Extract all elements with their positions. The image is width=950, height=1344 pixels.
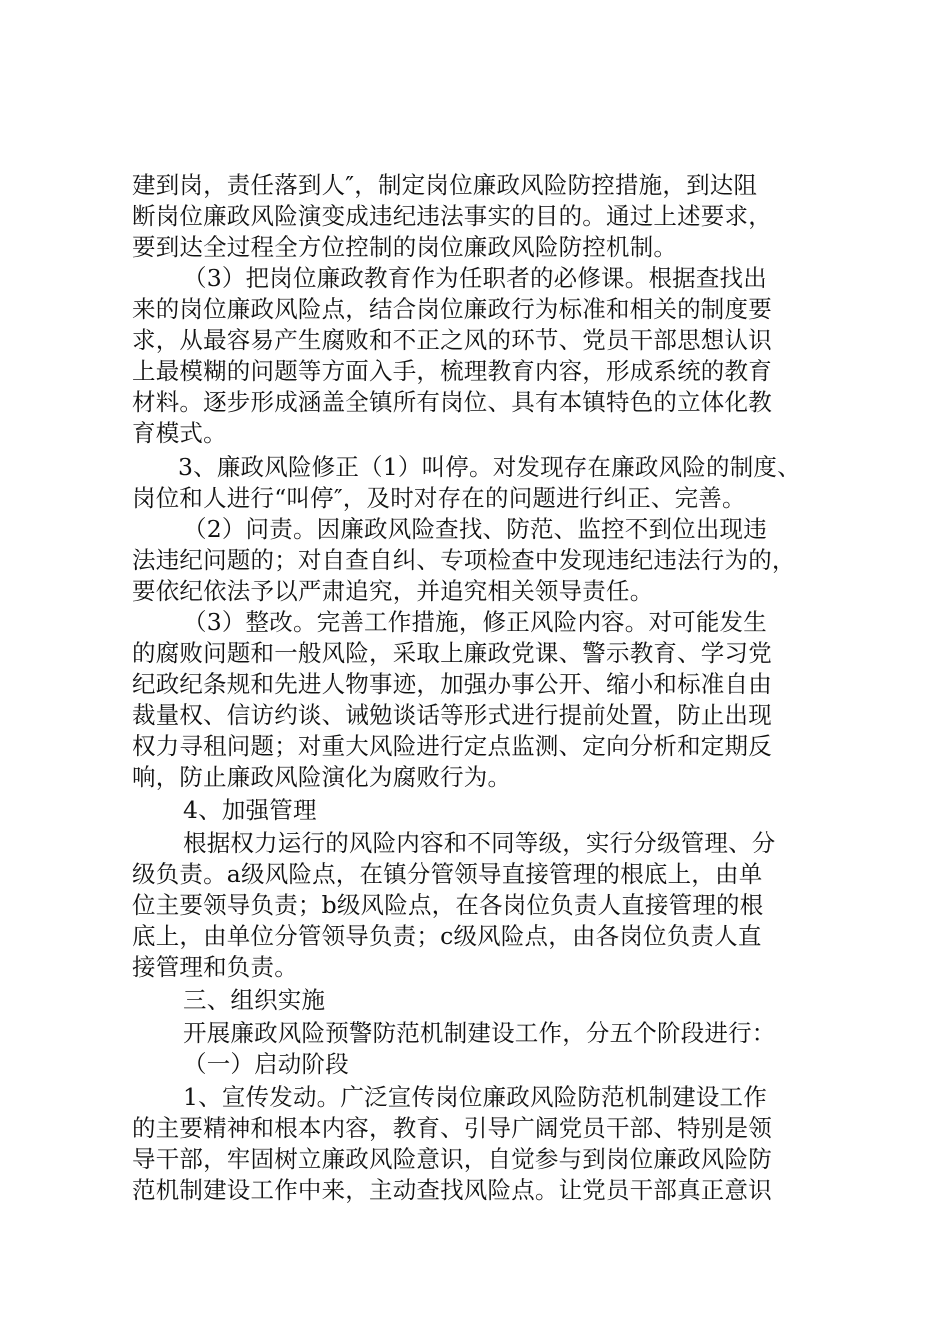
text-line: 纪政纪条规和先进人物事迹，加强办事公开、缩小和标准自由 <box>132 670 772 698</box>
text-line: 岗位和人进行“叫停″，及时对存在的问题进行纠正、完善。 <box>132 484 746 512</box>
text-line: 范机制建设工作中来，主动查找风险点。让党员干部真正意识 <box>132 1176 772 1204</box>
text-line: 材料。逐步形成涵盖全镇所有岗位、具有本镇特色的立体化教 <box>132 388 772 416</box>
text-line: 求，从最容易产生腐败和不正之风的环节、党员干部思想认识 <box>132 326 772 354</box>
text-line: 裁量权、信访约谈、诫勉谈话等形式进行提前处置，防止出现 <box>132 701 772 729</box>
text-line: （3）整改。完善工作措施，修正风险内容。对可能发生 <box>183 608 767 636</box>
text-line: 上最模糊的问题等方面入手，梳理教育内容，形成系统的教育 <box>132 357 772 385</box>
section-heading: 三、组织实施 <box>183 986 326 1014</box>
text-line: 育模式。 <box>132 419 227 447</box>
text-line: 断岗位廉政风险演变成违纪违法事实的目的。通过上述要求， <box>132 202 772 230</box>
text-line: 位主要领导负责；b级风险点，在各岗位负责人直接管理的根 <box>132 891 764 919</box>
text-line: 3、廉政风险修正（1）叫停。对发现存在廉政风险的制度、 <box>178 453 801 481</box>
text-line: 权力寻租问题；对重大风险进行定点监测、定向分析和定期反 <box>132 732 772 760</box>
text-line: （2）问责。因廉政风险查找、防范、监控不到位出现违 <box>183 515 767 543</box>
text-line: 建到岗，责任落到人″，制定岗位廉政风险防控措施，到达阻 <box>132 171 758 199</box>
text-line: 要到达全过程全方位控制的岗位廉政风险防控机制。 <box>132 233 678 261</box>
text-line: 级负责。a级风险点，在镇分管领导直接管理的根底上，由单 <box>132 860 763 888</box>
text-line: 接管理和负责。 <box>132 953 298 981</box>
text-line: 导干部，牢固树立廉政风险意识，自觉参与到岗位廉政风险防 <box>132 1145 772 1173</box>
text-line: 1、宣传发动。广泛宣传岗位廉政风险防范机制建设工作 <box>183 1083 767 1111</box>
text-line: 根据权力运行的风险内容和不同等级，实行分级管理、分 <box>183 829 776 857</box>
text-line: 的主要精神和根本内容，教育、引导广阔党员干部、特别是领 <box>132 1114 772 1142</box>
text-line: （3）把岗位廉政教育作为任职者的必修课。根据查找出 <box>183 264 767 292</box>
section-heading: （一）启动阶段 <box>183 1050 349 1078</box>
text-line: 法违纪问题的；对自查自纠、专项检查中发现违纪违法行为的， <box>132 546 796 574</box>
text-line: 的腐败问题和一般风险，采取上廉政党课、警示教育、学习党 <box>132 639 772 667</box>
text-line: 开展廉政风险预警防范机制建设工作，分五个阶段进行： <box>183 1019 776 1047</box>
text-line: 要依纪依法予以严肃追究，并追究相关领导责任。 <box>132 577 654 605</box>
text-line: 底上，由单位分管领导负责；c级风险点，由各岗位负责人直 <box>132 922 762 950</box>
text-line: 响，防止廉政风险演化为腐败行为。 <box>132 763 512 791</box>
text-line: 来的岗位廉政风险点，结合岗位廉政行为标准和相关的制度要 <box>132 295 772 323</box>
section-heading: 4、加强管理 <box>183 796 317 824</box>
